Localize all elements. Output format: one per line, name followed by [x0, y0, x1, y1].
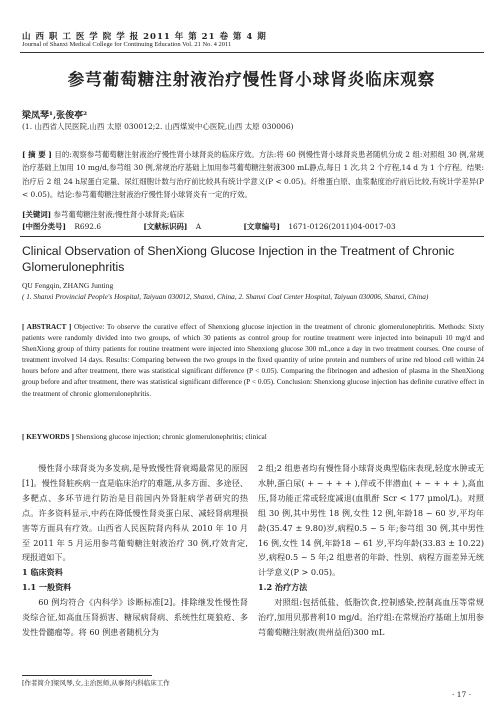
header-rule — [20, 52, 484, 53]
article-no-value: 1671-0126(2011)04-0017-03 — [288, 222, 396, 231]
keywords-label: [关键词] — [22, 210, 52, 219]
classification-row — [22, 221, 402, 232]
affiliation: (1. 山西省人民医院,山西 太原 030012;2. 山西煤炭中心医院,山西 太原 030006) — [22, 122, 294, 131]
journal-header-cn: 山 西 职 工 医 学 院 学 报 2011 年 第 21 卷 第 4 期 — [22, 32, 267, 42]
english-abstract-text: Objective: To observe the curative effect of Shenxiong glucose injection in the treatment of chronic glomerulonephritis. Methods: Sixty patients were randomly divided into two groups, of which 30 patients as control group for routine treatment were injected into beinapuli 10 mg/d and ShenXiong group of thirty patients for routine treatment were injected into Shenxiong glucose 300 mL,once a day in two treatment courses. One course of treatment involved 14 days. Results: Comparing between the two groups in the fixed quantity of urine protein and numbers of urine red blood cell within 24 hours before and after treatment, there was statistical significant difference (P < 0.05). Comparing the fibrinogen and adhesion of plasma in the ShenXiong group before and after treatment, there was statistical significant difference (P < 0.05). Conclusion: Shenxiong glucose injection has definite curative effect in the treatment of chronic glomerulonephritis. — [22, 322, 484, 398]
article-no-label: [文章编号] — [243, 222, 280, 231]
section-heading-1-1: 1.1 一般资料 — [22, 582, 72, 593]
journal-header-en: Journal of Shanxi Medical College for Continuing Education Vol. 21 No. 4 2011 — [22, 41, 232, 48]
class-value: R692.6 — [74, 222, 102, 231]
english-authors: QU Fengqin, ZHANG Junting — [22, 281, 114, 290]
abstract-label: [ 摘 要 ] — [22, 150, 52, 159]
english-keywords-label: [ KEYWORDS ] — [22, 432, 74, 441]
doc-value: A — [195, 222, 202, 231]
groups-paragraph: 2 组;2 组患者均有慢性肾小球肾炎典型临床表现,轻度水肿或无水肿,蛋白尿( + ~ + + + ),伴或不伴潜血( + ~ + + + ),高血压,肾功能正常或轻度减退(血肌酐 Scr < 177 μmol/L)。对照组 30 例,其中男性 18 例,女性 12 例,年龄18 ~ 60 岁,平均年龄(35.47 ± 9.80)岁,病程0.5 ~ 5 年;参芎组 30 例,其中男性 16 例,女性 14 例,年龄18 ~ 61 岁,平均年龄(33.83 ± 10.22)岁,病程0.5 ~ 5 年;2 组患者的年龄、性别、病程方面差异无统计学意义(P > 0.05)。 — [258, 463, 484, 578]
general-data-paragraph: 60 例均符合《内科学》诊断标准[2]。排除继发性慢性肾炎综合征,如高血压肾损害、糖尿病肾病、系统性红斑狼疮、多发性骨髓瘤等。将 60 例患者随机分为 — [22, 597, 248, 637]
section-heading-1-2: 1.2 治疗方法 — [258, 582, 308, 593]
authors: 梁凤琴¹,张俊亭² — [22, 111, 88, 121]
abstract-text: 目的:观察参芎葡萄糖注射液治疗慢性肾小球肾炎的临床疗效。方法:将 60 例慢性肾小球肾炎患者随机分成 2 组:对照组 30 例,常规治疗基础上加用 10 mg/d,参芎组 30 例,常规治疗基础上加用参芎葡萄糖注射液300 mL静点,每日 1 次,共 2 个疗程,14 d 为 1 个疗程。结果:治疗后 2 组 24 h尿蛋白定量、尿红细胞计数与治疗前比较具有统计学意义(P < 0.05)。纤维蛋白原、血浆黏度治疗前后比较,有统计学差异(P < 0.05)。结论:参芎葡萄糖注射液治疗慢性肾小球肾炎有一定的疗效。 — [22, 150, 485, 199]
chinese-abstract — [22, 148, 484, 201]
doc-label: [文献标识码] — [143, 222, 188, 231]
english-abstract-label: [ ABSTRACT ] — [22, 322, 72, 331]
class-label: [中图分类号] — [22, 222, 66, 231]
english-keywords-text: Shenxiong glucose injection; chronic glomerulonephritis; clinical — [73, 432, 267, 441]
english-affiliation: ( 1. Shanxi Provincial People's Hospital, Taiyuan 030012, Shanxi, China, 2. Shanxi Coal Center Hospital, Taiyuan 030006, Shanxi, China) — [22, 292, 429, 301]
right-column — [258, 461, 484, 640]
keywords-text: 参芎葡萄糖注射液;慢性肾小球肾炎;临床 — [53, 210, 185, 219]
english-abstract — [22, 321, 484, 399]
section-rule — [20, 236, 484, 237]
footnote-rule — [22, 675, 152, 676]
page-number: · 17 · — [452, 690, 472, 699]
article-title: 参芎葡萄糖注射液治疗慢性肾小球肾炎临床观察 — [67, 70, 436, 89]
keywords — [22, 209, 184, 220]
english-title: Clinical Observation of ShenXiong Glucose Injection in the Treatment of Chronic Glomerulonephritis — [22, 244, 455, 274]
left-column — [22, 461, 248, 640]
intro-paragraph: 慢性肾小球肾炎为多发病,是导致慢性肾衰竭最常见的原因[1]。慢性肾脏疾病一直是临床治疗的难题,从多方面、多途径、多靶点、多环节进行防治是目前国内外肾脏病学者研究的热点。许多资料显示,中药在降低慢性肾炎蛋白尿、减轻肾病理损害等方面具有疗效。山西省人民医院肾内科从 2010 年 10 月至 2011 年 5 月运用参芎葡萄糖注射液治疗 30 例,疗效肯定,现报道如下。 — [22, 463, 248, 563]
author-note: [作者简介]梁风琴,女,主治医师,从事肾内科临床工作 — [22, 679, 170, 687]
treatment-paragraph: 对照组:包括低盐、低脂饮食,控制感染,控制高血压等常规治疗,加用贝那普利10 mg/d。治疗组:在常规治疗基础上加用参芎葡萄糖注射液(贵州益佰)300 mL — [258, 597, 484, 637]
english-keywords — [22, 432, 484, 441]
section-heading-1: 1 临床资料 — [22, 567, 63, 578]
